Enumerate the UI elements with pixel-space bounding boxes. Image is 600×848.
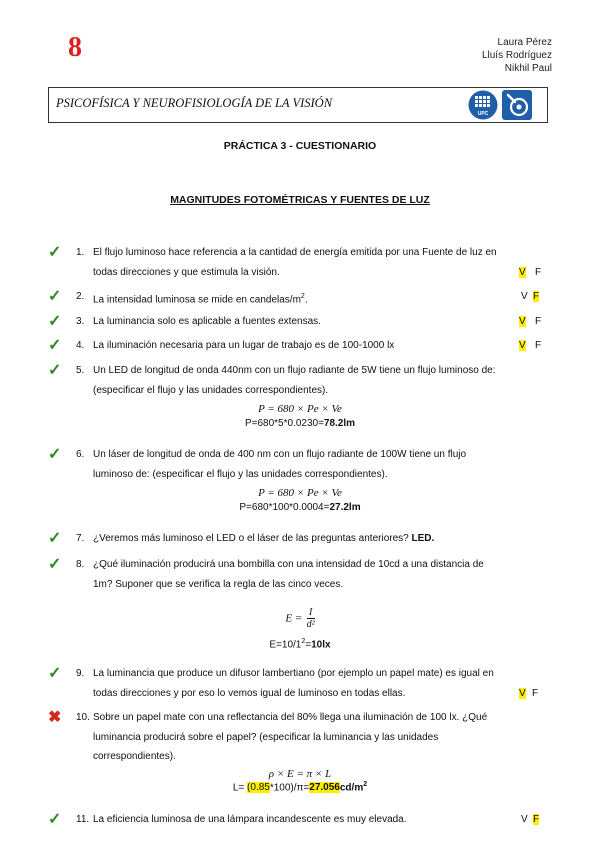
question-text: luminoso de: (especificar el flujo y las unidades correspondientes). bbox=[93, 469, 388, 480]
formula: P = 680 × Pe × Ve bbox=[258, 487, 342, 499]
formula-denominator: d² bbox=[306, 619, 315, 630]
practice-title: PRÁCTICA 3 - CUESTIONARIO bbox=[223, 140, 377, 152]
false-option-selected: F bbox=[533, 814, 540, 825]
author-2: Lluís Rodríguez bbox=[481, 50, 552, 61]
question-number: 11. bbox=[76, 814, 90, 825]
correct-check-icon: ✓ bbox=[48, 313, 62, 330]
question-text: El flujo luminoso hace referencia a la cantidad de energía emitida por una Fuente de luz en bbox=[93, 247, 497, 258]
answer-value: 10lx bbox=[311, 639, 331, 651]
correct-check-icon: ✓ bbox=[48, 362, 62, 379]
question-number: 4. bbox=[76, 340, 85, 351]
upc-logo-text: UPC bbox=[477, 111, 489, 117]
calculation-text-rest: *100)/π= bbox=[269, 782, 310, 794]
correct-check-icon: ✓ bbox=[48, 446, 62, 463]
calculation bbox=[0, 418, 600, 429]
calculation-text: L= bbox=[232, 782, 248, 794]
question-number: 1. bbox=[76, 247, 85, 258]
course-title: PSICOFÍSICA Y NEUROFISIOLOGÍA DE LA VISIÓN bbox=[56, 96, 333, 110]
calculation bbox=[0, 638, 600, 650]
true-option-selected: V bbox=[519, 267, 526, 278]
question-text: Un LED de longitud de onda 440nm con un flujo radiante de 5W tiene un flujo luminoso de: bbox=[93, 365, 496, 376]
correct-check-icon: ✓ bbox=[48, 811, 62, 828]
formula-lhs: E = bbox=[285, 612, 303, 625]
vision-school-logo bbox=[502, 90, 532, 120]
correct-check-icon: ✓ bbox=[48, 244, 62, 261]
question-text: ¿Qué iluminación producirá una bombilla con una intensidad de 10cd a una distancia de bbox=[93, 559, 484, 570]
formula: P = 680 × Pe × Ve bbox=[258, 403, 342, 415]
question-text: La eficiencia luminosa de una lámpara incandescente es muy elevada. bbox=[93, 814, 407, 825]
calculation bbox=[0, 502, 600, 513]
calculation-text: E=10/1 bbox=[269, 639, 302, 651]
question-text: todas direcciones y por eso lo vemos igual de luminoso en todas ellas. bbox=[93, 688, 406, 699]
author-1: Laura Pérez bbox=[497, 37, 552, 48]
question-text: Sobre un papel mate con una reflectancia del 80% llega una iluminación de 100 lx. ¿Qué bbox=[93, 712, 488, 723]
true-option-selected: V bbox=[519, 316, 526, 327]
true-option-selected: V bbox=[519, 688, 526, 699]
false-option-selected: F bbox=[533, 291, 540, 302]
question-number: 8. bbox=[76, 559, 85, 570]
question-text: correspondientes). bbox=[93, 751, 176, 762]
answer-value: 27.056 bbox=[309, 782, 340, 794]
formula-fraction bbox=[307, 607, 315, 630]
answer-value: 78.2lm bbox=[323, 418, 356, 429]
true-option: V bbox=[521, 814, 528, 825]
question-text: todas direcciones y que estimula la visión. bbox=[93, 267, 280, 278]
answer-value: LED. bbox=[411, 533, 435, 544]
correct-check-icon: ✓ bbox=[48, 288, 62, 305]
grade-mark: 8 bbox=[68, 32, 82, 63]
question-text: La luminancia solo es aplicable a fuentes extensas. bbox=[93, 316, 321, 327]
calculation-equals: = bbox=[305, 639, 312, 651]
false-option: F bbox=[535, 316, 542, 327]
question-text: 1m? Suponer que se verifica la regla de las cinco veces. bbox=[93, 579, 344, 590]
correct-check-icon: ✓ bbox=[48, 556, 62, 573]
question-number: 6. bbox=[76, 449, 85, 460]
section-title: MAGNITUDES FOTOMÉTRICAS Y FUENTES DE LUZ bbox=[170, 194, 430, 206]
question-text-end: . bbox=[304, 294, 308, 306]
question-text-superscript: 2 bbox=[300, 293, 305, 300]
calculation-text: P=680*100*0.0004= bbox=[239, 502, 330, 513]
calculation bbox=[0, 781, 600, 793]
question-number: 10. bbox=[76, 712, 90, 723]
upc-logo bbox=[468, 90, 498, 120]
false-option: F bbox=[535, 340, 542, 351]
correct-check-icon: ✓ bbox=[48, 530, 62, 547]
question-text: La luminancia que produce un difusor lambertiano (por ejemplo un papel mate) es igual en bbox=[93, 668, 494, 679]
question-text: Un láser de longitud de onda de 400 nm con un flujo radiante de 100W tiene un flujo bbox=[93, 449, 467, 460]
question-number: 9. bbox=[76, 668, 85, 679]
question-number: 3. bbox=[76, 316, 85, 327]
calculation-text: P=680*5*0.0230= bbox=[244, 418, 324, 429]
answer-unit: cd/m bbox=[339, 782, 364, 794]
highlighted-error: (0.85 bbox=[247, 782, 270, 794]
false-option: F bbox=[532, 688, 539, 699]
author-3: Nikhil Paul bbox=[504, 63, 552, 74]
answer-value: 27.2lm bbox=[329, 502, 361, 513]
question-text: (especificar el flujo y las unidades correspondientes). bbox=[93, 385, 329, 396]
formula: ρ × E = π × L bbox=[268, 768, 332, 780]
correct-check-icon: ✓ bbox=[48, 337, 62, 354]
false-option: F bbox=[535, 267, 542, 278]
question-text: La iluminación necesaria para un lugar de trabajo es de 100-1000 lx bbox=[93, 340, 395, 351]
question-text: La intensidad luminosa se mide en candelas/m bbox=[93, 294, 301, 306]
question-text: luminancia producirá sobre el papel? (especificar la luminancia y las unidades bbox=[93, 732, 439, 743]
authors-block bbox=[482, 36, 552, 75]
correct-check-icon: ✓ bbox=[48, 665, 62, 682]
true-option: V bbox=[521, 291, 528, 302]
question-number: 5. bbox=[76, 365, 85, 376]
question-number: 2. bbox=[76, 291, 85, 302]
formula bbox=[0, 607, 600, 630]
calculation-superscript: 2 bbox=[301, 638, 306, 645]
formula-numerator: I bbox=[309, 607, 313, 618]
incorrect-cross-icon: ✖ bbox=[48, 709, 62, 726]
question-number: 7. bbox=[76, 533, 85, 544]
question-text: ¿Veremos más luminoso el LED o el láser de las preguntas anteriores? bbox=[93, 533, 409, 544]
true-option-selected: V bbox=[519, 340, 526, 351]
answer-unit-superscript: 2 bbox=[363, 781, 368, 788]
